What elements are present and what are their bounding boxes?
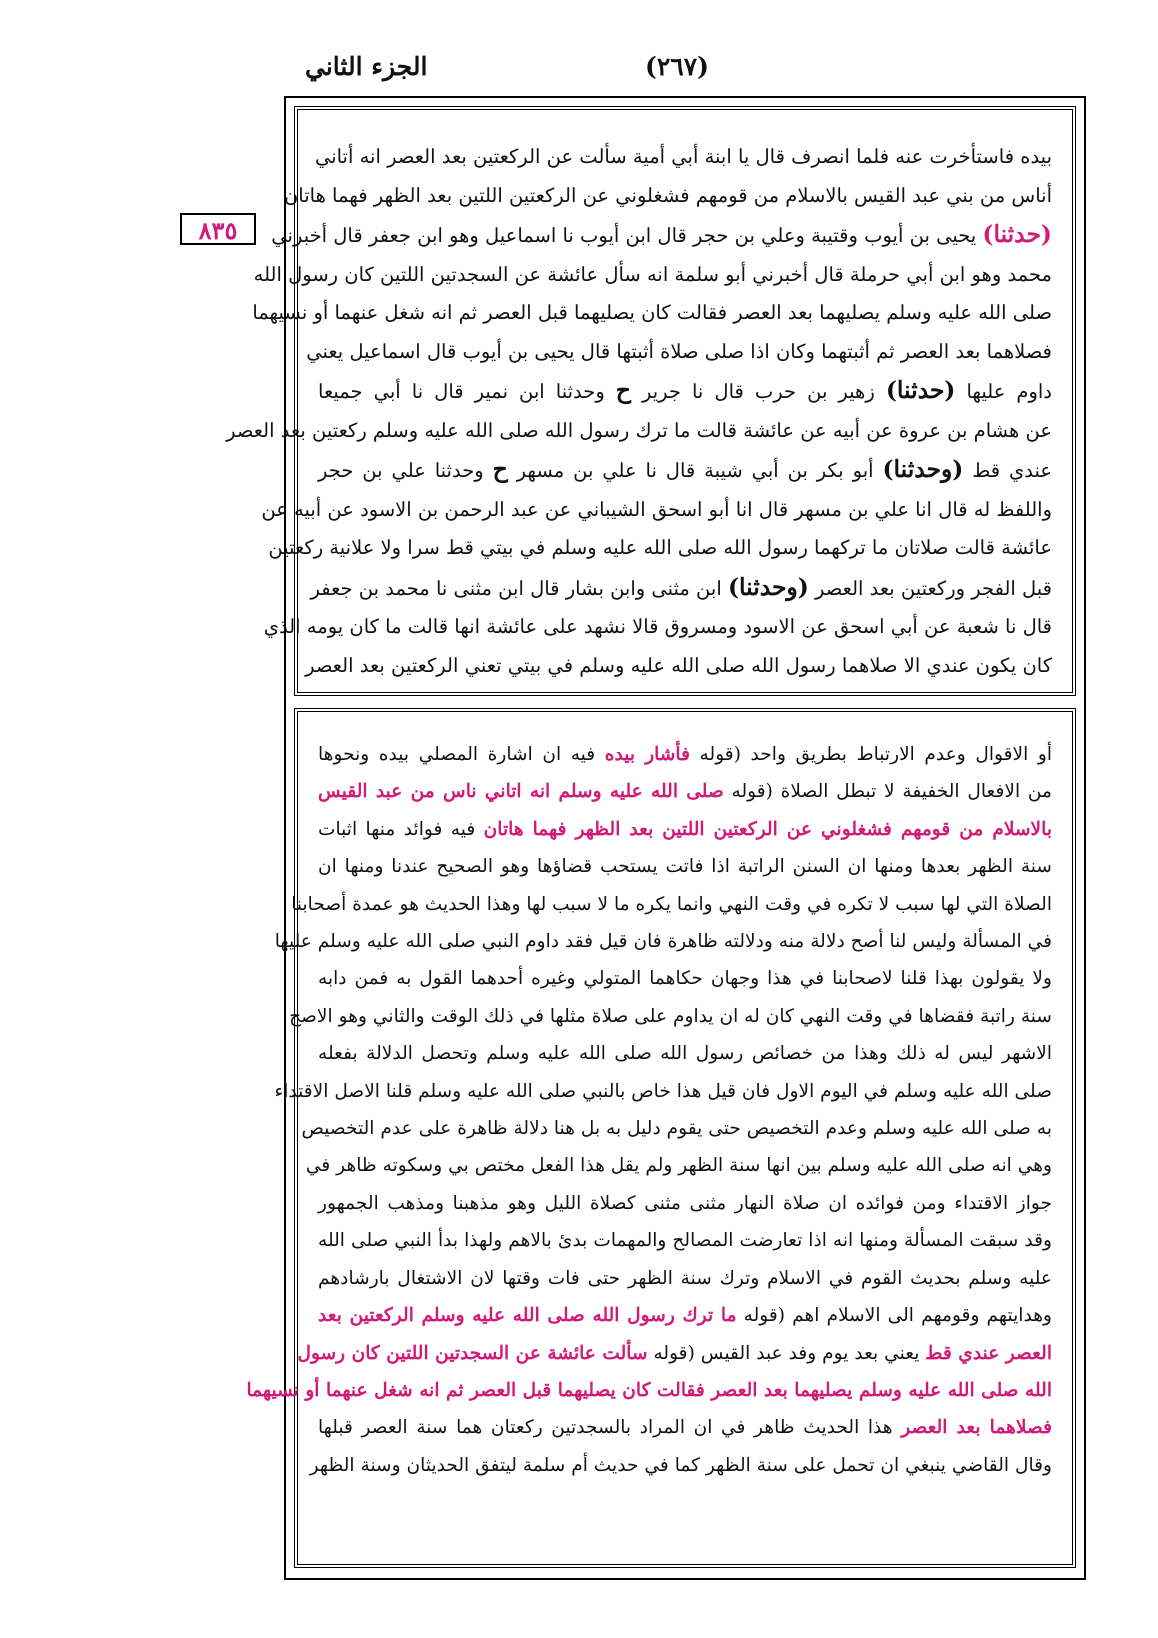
hadith-line: [268, 529, 1052, 568]
text-segment: واللفظ له قال انا علي بن مسهر قال انا أبو اسحق الشيباني عن عبد الرحمن بن الاسود عن أبيه عن: [261, 497, 1052, 521]
commentary-line: [318, 1260, 1052, 1297]
highlighted-text: بالاسلام من قومهم فشغلوني عن الركعتين اللتين بعد الظهر فهما هاتان: [483, 818, 1052, 840]
text-segment: من الافعال الخفيفة لا تبطل الصلاة (قوله: [723, 781, 1053, 803]
page-number: (٢٦٧): [645, 52, 709, 81]
text-segment: الصلاة التي لها سبب لا تكره في وقت النهي وانما يكره ما لا سبب لها وهذا الحديث هو عمدة أصحابنا: [291, 893, 1052, 915]
commentary-box: [246, 708, 1076, 1568]
hadith-text-box: [226, 106, 1076, 696]
hadith-line: [226, 412, 1052, 451]
text-segment: وقد سبقت المسألة ومنها انه اذا تعارضت المصالح والمهمات بدئ بالاهم ولهذا بدأ النبي صلى الله: [318, 1230, 1052, 1252]
text-segment: الاشهر ليس له ذلك وهذا من خصائص رسول الله صلى الله عليه وسلم وتحصل الدلالة بفعله: [318, 1043, 1052, 1065]
text-segment: ح: [615, 376, 631, 404]
text-segment: قال نا شعبة عن أبي اسحق عن الاسود ومسروق قالا نشهد على عائشة انها قالت ما كان يومه الذي: [263, 615, 1052, 638]
commentary-line: [318, 1222, 1052, 1259]
text-segment: فصلاهما بعد العصر ثم أثبتهما وكان اذا صلى صلاة أثبتها قال يحيى بن أيوب قال اسماعيل يعني: [306, 339, 1052, 363]
commentary-line: [318, 960, 1052, 997]
text-segment: محمد وهو ابن أبي حرملة قال أخبرني أبو سلمة انه سأل عائشة عن السجدتين اللتين كان رسول الله: [253, 262, 1052, 286]
commentary-line: [318, 1409, 1052, 1446]
commentary-line: [318, 1185, 1052, 1222]
text-segment: عليه وسلم بحديث القوم في الاسلام وترك سنة الظهر حتى فات وقتها لان الاشتغال بارشادهم: [318, 1267, 1052, 1289]
text-segment: (وحدثنا): [727, 572, 809, 601]
text-segment: في المسألة وليس لنا أصح دلالة منه ودلالته ظاهرة فان قيل فقد داوم النبي صلى الله عليه وسلم عليها: [274, 931, 1052, 953]
hadith-line: [283, 177, 1052, 216]
text-segment: أو الاقوال وعدم الارتباط بطريق واحد (قوله: [689, 744, 1052, 765]
highlighted-text: فصلاهما بعد العصر: [901, 1417, 1053, 1439]
text-segment: بيده فاستأخرت عنه فلما انصرف قال يا ابنة أبي أمية سألت عن الركعتين بعد العصر انه أتاني: [314, 145, 1052, 168]
hadith-line: [318, 371, 1052, 412]
text-segment: (حدثنا): [885, 376, 956, 404]
text-segment: (وحدثنا): [882, 455, 964, 483]
commentary-line: [291, 886, 1052, 923]
text-segment: وهدايتهم وقومهم الى الاسلام اهم (قوله: [736, 1305, 1052, 1327]
commentary-line: [246, 1372, 1052, 1409]
text-segment: عن هشام بن عروة عن أبيه عن عائشة قالت ما ترك رسول الله صلى الله عليه وسلم ركعتين بعد العصر: [226, 418, 1052, 442]
hadith-line: [314, 138, 1052, 177]
commentary-line: [309, 1447, 1052, 1484]
text-segment: كان يكون عندي الا صلاهما رسول الله صلى الله عليه وسلم في بيتي تعني الركعتين بعد العصر: [305, 653, 1052, 677]
highlighted-text: فأشار بيده: [604, 744, 690, 765]
text-segment: وهي انه صلى الله عليه وسلم بين انها سنة الظهر ولم يقل هذا الفعل مختص بي وسكوته ظاهر في: [305, 1155, 1052, 1177]
highlighted-text: (حدثنا): [982, 220, 1052, 248]
text-segment: صلى الله عليه وسلم يصليهما بعد العصر فقالت كان يصليهما قبل العصر ثم انه شغل عنهما أو نسيهما: [252, 301, 1052, 324]
text-segment: وقال القاضي ينبغي ان تحمل على سنة الظهر كما في حديث أم سلمة ليتفق الحديثان وسنة الظهر: [309, 1454, 1052, 1476]
text-segment: أبو بكر بن أبي شيبة قال نا علي بن مسهر: [507, 459, 883, 482]
text-segment: داوم عليها: [955, 380, 1052, 403]
commentary-line: [318, 848, 1052, 885]
highlighted-text: ما ترك رسول الله صلى الله عليه وسلم الركعتين بعد: [318, 1305, 737, 1327]
text-segment: يعني بعد يوم وفد عبد القيس (قوله: [647, 1342, 926, 1364]
hadith-line: [252, 294, 1052, 333]
highlighted-text: صلى الله عليه وسلم انه اتاني ناس من عبد القيس: [318, 781, 724, 803]
text-segment: ابن مثنى وابن بشار قال ابن مثنى نا محمد بن جعفر: [310, 576, 728, 600]
text-segment: أناس من بني عبد القيس بالاسلام من قومهم فشغلوني عن الركعتين اللتين بعد الظهر فهما هاتان: [283, 183, 1052, 207]
hadith-line: [305, 647, 1052, 686]
commentary-line: [301, 1110, 1052, 1147]
text-segment: عائشة قالت صلاتان ما تركهما رسول الله صلى الله عليه وسلم في بيتي قط سرا ولا علانية ركعتين: [268, 536, 1052, 559]
highlighted-text: الله صلى الله عليه وسلم يصليهما بعد العصر فقالت كان يصليهما قبل العصر ثم انه شغل عنهما أو نسيهما: [246, 1379, 1052, 1401]
text-segment: سنة راتبة فقضاها في وقت النهي كان له ان يداوم على صلاة مثلها في ذلك الوقت والثاني وهو الاصح: [289, 1005, 1052, 1027]
commentary-line: [274, 923, 1052, 960]
hadith-line: [318, 450, 1052, 491]
text-segment: صلى الله عليه وسلم في اليوم الاول فان قيل هذا خاص بالنبي صلى الله عليه وسلم قلنا الاصل الاقتداء: [274, 1080, 1052, 1102]
highlighted-text: سألت عائشة عن السجدتين اللتين كان رسول: [297, 1342, 648, 1364]
highlighted-text: العصر عندي قط: [925, 1342, 1052, 1364]
commentary-line: [318, 736, 1052, 773]
commentary-line: [318, 811, 1052, 848]
commentary-line: [305, 1147, 1052, 1184]
text-segment: وحدثنا ابن نمير قال نا أبي جميعا: [318, 380, 616, 403]
hadith-line: [306, 333, 1052, 372]
text-segment: سنة الظهر بعدها ومنها ان السنن الراتبة اذا فاتت يستحب قضاؤها وهو الصحيح عندنا ومنها ان: [318, 856, 1052, 878]
volume-label: الجزء الثاني: [305, 52, 428, 81]
commentary-line: [318, 1297, 1052, 1334]
text-segment: وحدثنا علي بن حجر: [318, 459, 493, 482]
hadith-line: [261, 491, 1052, 530]
text-segment: هذا الحديث ظاهر في ان المراد بالسجدتين ركعتان هما سنة العصر قبلها: [318, 1417, 902, 1439]
hadith-line: [271, 215, 1052, 256]
text-segment: جواز الاقتداء ومن فوائده ان صلاة النهار مثنى مثنى كصلاة الليل وهو مذهبنا ومذهب الجمهور: [318, 1192, 1052, 1214]
commentary-line: [318, 773, 1052, 810]
hadith-number-badge: ٨٣٥: [180, 213, 256, 245]
hadith-line: [310, 568, 1052, 609]
commentary-line: [289, 998, 1052, 1035]
text-segment: زهير بن حرب قال نا جرير: [630, 380, 886, 403]
text-segment: عندي قط: [963, 459, 1052, 482]
commentary-line: [318, 1035, 1052, 1072]
commentary-line: [297, 1335, 1052, 1372]
hadith-line: [263, 608, 1052, 647]
hadith-line: [253, 256, 1052, 295]
text-segment: ولا يقولون بهذا قلنا لاصحابنا في هذا وجهان حكاهما المتولي وغيره أحدهما القول به فمن دابه: [318, 968, 1052, 990]
text-segment: يحيى بن أيوب وقتيبة وعلي بن حجر قال ابن أيوب نا اسماعيل وهو ابن جعفر قال أخبرني: [271, 224, 983, 247]
page-frame: [226, 96, 1086, 1580]
text-segment: فيه ان اشارة المصلي بيده ونحوها: [318, 744, 605, 765]
text-segment: قبل الفجر وركعتين بعد العصر: [808, 576, 1052, 600]
commentary-line: [274, 1073, 1052, 1110]
text-segment: به صلى الله عليه وسلم وعدم التخصيص حتى يقوم دليل به بل هنا دلالة ظاهرة على عدم التخصيص: [301, 1118, 1052, 1140]
text-segment: فيه فوائد منها اثبات: [318, 818, 484, 840]
text-segment: ح: [492, 455, 508, 483]
